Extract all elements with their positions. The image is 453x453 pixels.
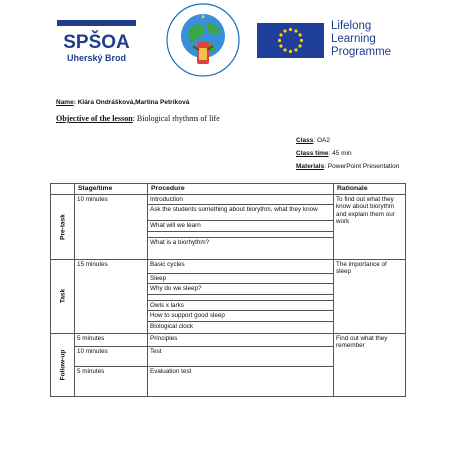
- programme-line: Learning: [331, 33, 376, 45]
- lesson-objective: [56, 114, 220, 123]
- eu-star-icon: [298, 44, 301, 47]
- stage-time-cell: 10 minutes: [75, 346, 148, 366]
- name-value: : Klára Ondrášková,Martina Petríková: [73, 99, 190, 106]
- programme-line: Programme: [331, 46, 392, 58]
- table-row: [51, 259, 406, 273]
- stage-time-cell: 5 minutes: [75, 333, 148, 346]
- objective-value: : Biological rhythms of life: [132, 114, 220, 123]
- logo-stripe: [57, 20, 136, 26]
- stage-time-cell: 5 minutes: [75, 366, 148, 396]
- procedure-cell: Principles: [148, 333, 334, 346]
- eu-star-icon: [283, 48, 286, 51]
- eu-star-icon: [279, 33, 282, 36]
- lifelong-learning-programme-logo: [331, 20, 391, 59]
- stage-time-cell: 10 minutes: [75, 194, 148, 259]
- eu-star-icon: [279, 44, 282, 47]
- lesson-plan-table: [50, 183, 406, 397]
- school-logo-city: Uherský Brod: [66, 53, 127, 63]
- table-header-cell: [51, 184, 75, 195]
- rationale-cell: The importance of sleep: [334, 259, 406, 333]
- procedure-cell: What is a biorhythm?: [148, 237, 334, 259]
- meta-value: : PowerPoint Presentation: [324, 163, 400, 170]
- table-header-row: [51, 184, 406, 195]
- eu-star-icon: [298, 33, 301, 36]
- table-header-cell: Rationale: [334, 184, 406, 195]
- table-header-cell: Stage/time: [75, 184, 148, 195]
- procedure-cell: Evaluation test: [148, 366, 334, 396]
- table-header-cell: Procedure: [148, 184, 334, 195]
- eu-flag-icon: [257, 23, 324, 58]
- phase-label-cell: [51, 333, 75, 396]
- name-label: Name: [56, 99, 74, 106]
- eu-star-icon: [289, 28, 292, 31]
- phase-label: Follow-up: [58, 349, 66, 380]
- phase-label-cell: [51, 194, 75, 259]
- objective-label: Objective of the lesson: [56, 114, 133, 123]
- meta-label: Materials: [296, 163, 325, 170]
- rationale-cell: To find out what they know about biorythm and explain them our work: [334, 194, 406, 259]
- procedure-cell: How to support good sleep: [148, 311, 334, 322]
- phase-label-cell: [51, 259, 75, 333]
- eu-star-icon: [289, 50, 292, 53]
- meta-value: : OA2: [313, 137, 330, 144]
- eu-star-icon: [300, 39, 303, 42]
- procedure-cell: Introduction: [148, 194, 334, 205]
- school-logo: [57, 20, 136, 68]
- meta-label: Class: [296, 137, 314, 144]
- procedure-cell: Sleep: [148, 273, 334, 284]
- eu-star-icon: [278, 39, 281, 42]
- procedure-cell: Basic cycles: [148, 259, 334, 273]
- meta-label: Class time: [296, 150, 329, 157]
- eu-star-icon: [294, 29, 297, 32]
- materials-info: [296, 163, 399, 170]
- procedure-cell: Ask the students something about biorythm, what they know: [148, 205, 334, 221]
- table-row: [51, 333, 406, 346]
- procedure-cell: Biological clock: [148, 321, 334, 333]
- eu-star-icon: [294, 48, 297, 51]
- wellbeing-globe-logo-icon: [165, 2, 241, 78]
- class-info: [296, 137, 330, 144]
- school-logo-name: SPŠOA: [63, 32, 130, 53]
- table-row: [51, 194, 406, 205]
- class-time-info: [296, 150, 352, 157]
- procedure-cell: What will we learn: [148, 221, 334, 232]
- phase-label: Pre-task: [58, 213, 66, 240]
- procedure-cell: Owls x larks: [148, 300, 334, 311]
- author-names: [56, 99, 189, 106]
- programme-line: Lifelong: [331, 20, 372, 32]
- procedure-cell: Why do we sleep?: [148, 284, 334, 295]
- eu-star-icon: [283, 29, 286, 32]
- meta-value: : 45 min: [328, 150, 352, 157]
- stage-time-cell: 15 minutes: [75, 259, 148, 333]
- procedure-cell: Test: [148, 346, 334, 366]
- rationale-cell: Find out what they remember: [334, 333, 406, 396]
- logo-stripe-gap: [57, 27, 136, 30]
- phase-label: Task: [58, 288, 66, 304]
